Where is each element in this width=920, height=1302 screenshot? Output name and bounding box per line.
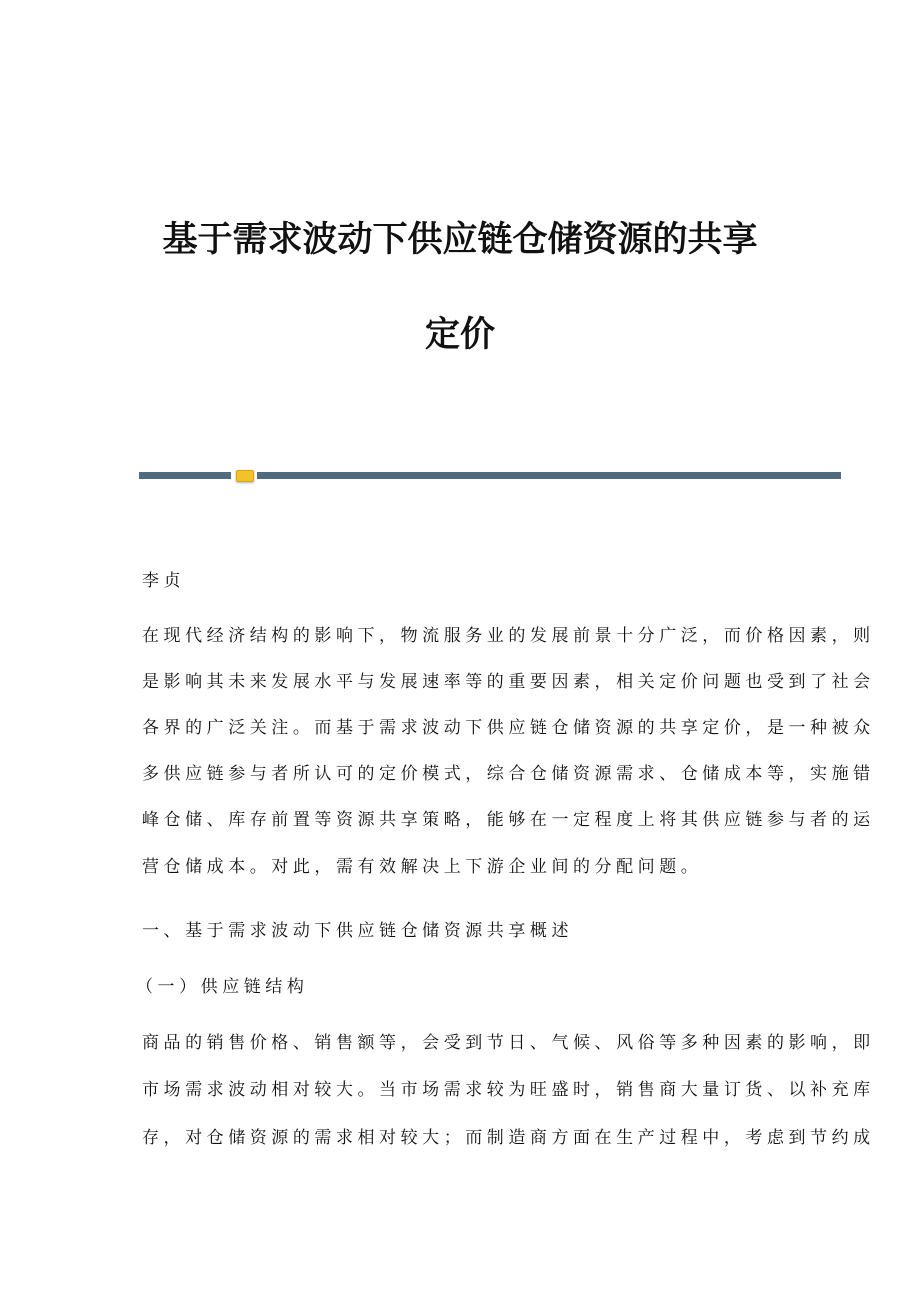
subsection-heading: （一）供应链结构 [136,977,309,997]
body-line: 商品的销售价格、销售额等，会受到节日、气候、风俗等多种因素的影响，即 [142,1033,875,1053]
document-title-line-2: 定价 [424,314,495,355]
title-divider-left [139,472,231,479]
section-heading: 一、基于需求波动下供应链仓储资源共享概述 [142,921,573,941]
abstract-line: 各界的广泛关注。而基于需求波动下供应链仓储资源的共享定价，是一种被众 [142,718,875,738]
body-line: 市场需求波动相对较大。当市场需求较为旺盛时，销售商大量订货、以补充库 [142,1080,875,1100]
document-title-line-1: 基于需求波动下供应链仓储资源的共享 [162,219,758,260]
divider-ornament-icon [236,470,254,482]
abstract-line: 是影响其未来发展水平与发展速率等的重要因素，相关定价问题也受到了社会 [142,672,875,692]
title-divider-right [257,472,841,479]
author: 李贞 [142,571,186,591]
body-line: 存，对仓储资源的需求相对较大；而制造商方面在生产过程中，考虑到节约成 [142,1128,875,1148]
abstract-line: 峰仓储、库存前置等资源共享策略，能够在一定程度上将其供应链参与者的运 [142,810,875,830]
abstract-line: 营仓储成本。对此，需有效解决上下游企业间的分配问题。 [142,857,703,877]
abstract-line: 多供应链参与者所认可的定价模式，综合仓储资源需求、仓储成本等，实施错 [142,764,875,784]
abstract-line: 在现代经济结构的影响下，物流服务业的发展前景十分广泛，而价格因素，则 [142,626,875,646]
